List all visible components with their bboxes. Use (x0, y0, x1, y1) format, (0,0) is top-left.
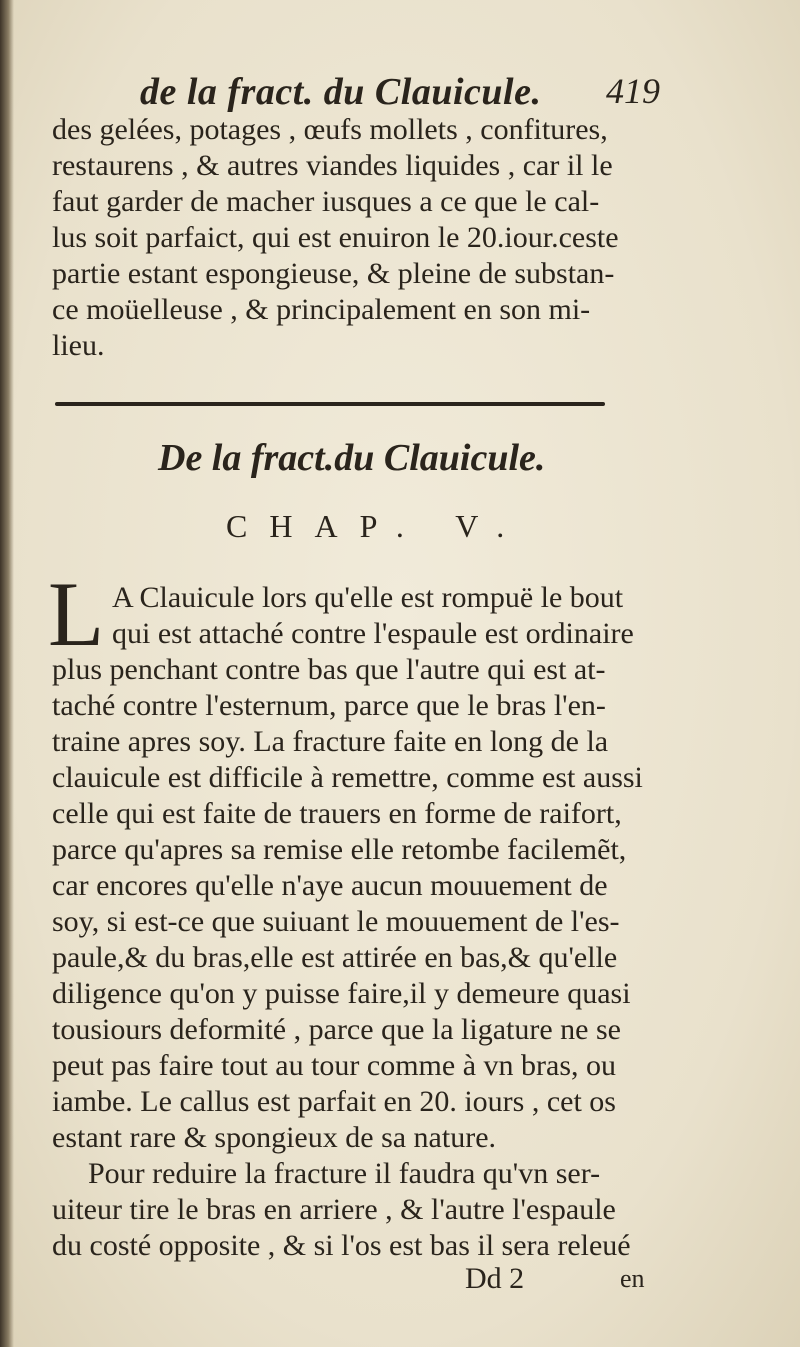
drop-cap: L (48, 563, 105, 665)
text-line: traine apres soy. La fracture faite en long de la (52, 725, 609, 758)
chapter-title: De la fract.du Clauicule. (158, 437, 546, 479)
text-line: estant rare & spongieux de sa nature. (52, 1121, 497, 1154)
text-line: soy, si est-ce que suiuant le mouuement de l'es- (52, 905, 620, 938)
text-line: diligence qu'on y puisse faire,il y demeure quasi (52, 977, 631, 1010)
text-line: du costé opposite , & si l'os est bas il sera releué (52, 1229, 631, 1262)
text-line: plus penchant contre bas que l'autre qui est at- (52, 653, 606, 686)
text-line: celle qui est faite de trauers en forme de raifort, (52, 797, 622, 830)
text-line: clauicule est difficile à remettre, comme est aussi (52, 761, 643, 794)
text-line: des gelées, potages , œufs mollets , confitures, (52, 113, 608, 146)
text-line: peut pas faire tout au tour comme à vn bras, ou (52, 1049, 616, 1082)
text-line: parce qu'apres sa remise elle retombe facilemẽt, (52, 833, 627, 866)
text-line: car encores qu'elle n'aye aucun mouuement de (52, 869, 608, 902)
text-line: A Clauicule lors qu'elle est rompuë le bout (112, 581, 624, 614)
text-line: Pour reduire la fracture il faudra qu'vn ser- (88, 1157, 601, 1190)
text-line: faut garder de macher iusques a ce que le cal- (52, 185, 600, 218)
catchword: en (620, 1264, 645, 1293)
section-divider-rule (55, 402, 605, 406)
chapter-label: CHAP. V. (226, 508, 527, 544)
text-line: lus soit parfaict, qui est enuiron le 20.iour.ceste (52, 221, 619, 254)
page-number: 419 (606, 71, 660, 111)
text-line: iambe. Le callus est parfait en 20. iours , cet os (52, 1085, 616, 1118)
text-line: tousiours deformité , parce que la ligature ne se (52, 1013, 621, 1046)
text-line: partie estant espongieuse, & pleine de substan- (52, 257, 615, 290)
text-line: ce moüelleuse , & principalement en son mi- (52, 293, 591, 326)
book-spine-shadow (0, 0, 14, 1347)
text-line: uiteur tire le bras en arriere , & l'autre l'espaule (52, 1193, 616, 1226)
text-line: lieu. (52, 329, 105, 362)
text-line: restaurens , & autres viandes liquides , car il le (52, 149, 613, 182)
signature-mark: Dd 2 (465, 1262, 525, 1295)
running-title: de la fract. du Clauicule. (140, 71, 542, 113)
text-line: taché contre l'esternum, parce que le bras l'en- (52, 689, 606, 722)
text-line: qui est attaché contre l'espaule est ordinaire (112, 617, 634, 650)
text-line: paule,& du bras,elle est attirée en bas,& qu'elle (52, 941, 618, 974)
